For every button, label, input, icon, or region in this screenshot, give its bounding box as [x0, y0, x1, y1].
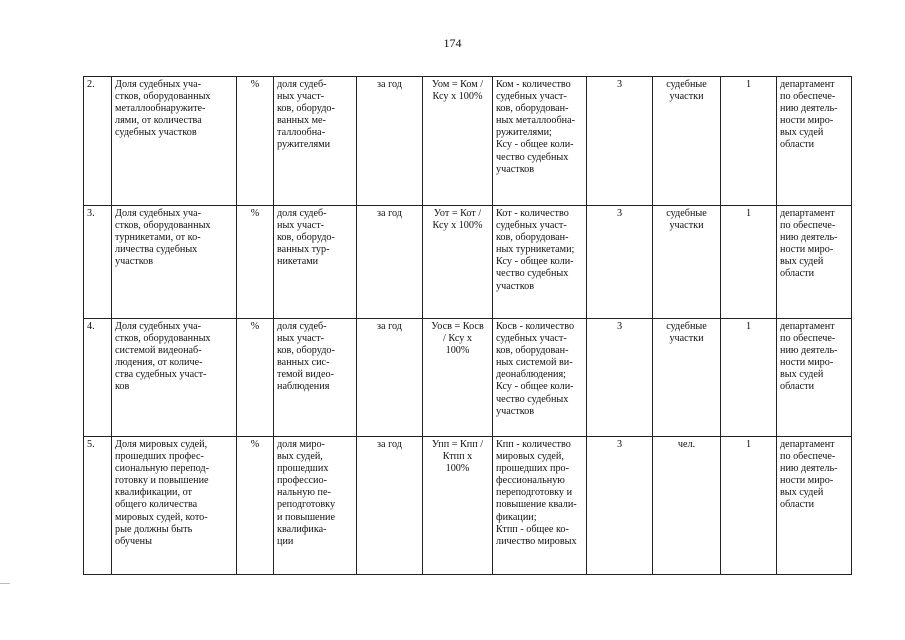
- text-line: ных участ-: [277, 220, 325, 232]
- text-line: Доля судебных уча-: [115, 321, 202, 332]
- text-line: реподготовку: [277, 499, 336, 511]
- text-line: Упп = Кпп /: [431, 439, 484, 450]
- variables-cell: [493, 437, 587, 575]
- table-row: [84, 206, 852, 319]
- text-line: Доля мировых судей,: [115, 439, 208, 450]
- row-number-cell: 4.: [84, 319, 112, 437]
- text-line: 100%: [445, 463, 470, 475]
- observation-object-cell: [653, 77, 721, 206]
- definition-cell: [274, 319, 357, 437]
- text-line: вых судей: [780, 369, 824, 381]
- text-line: доля судеб-: [277, 208, 327, 219]
- indicators-table: [83, 76, 852, 575]
- table-row: [84, 319, 852, 437]
- text-line: ванных сис-: [277, 357, 330, 369]
- formula-cell: [423, 437, 493, 575]
- text-line: ных металлообна-: [496, 115, 575, 127]
- text-line: лями, от количества: [115, 115, 202, 127]
- text-line: переподготовку и: [496, 487, 573, 499]
- text-line: чество судебных: [496, 268, 569, 280]
- text-line: ков, оборудо-: [277, 103, 335, 115]
- text-line: таллообна-: [277, 127, 326, 139]
- text-line: ных участ-: [277, 91, 325, 103]
- text-line: никетами: [277, 256, 319, 268]
- text-line: квалифика-: [277, 523, 327, 535]
- page-number: 174: [443, 36, 462, 50]
- text-line: по обеспече-: [780, 451, 836, 463]
- method-code-cell: 3: [587, 77, 653, 206]
- observation-object-cell: [653, 319, 721, 437]
- variables-cell: [493, 77, 587, 206]
- observation-object-cell: [653, 206, 721, 319]
- text-line: области: [780, 268, 815, 280]
- text-line: личество мировых: [496, 535, 577, 547]
- text-line: ции: [277, 535, 294, 547]
- text-line: прошедших профес-: [115, 451, 204, 463]
- text-line: ков, оборудован-: [496, 232, 569, 244]
- text-line: ванных ме-: [277, 115, 326, 127]
- text-line: Косв - количество: [496, 321, 575, 332]
- text-line: ных участ-: [277, 333, 325, 345]
- definition-cell: [274, 206, 357, 319]
- text-line: ков, оборудо-: [277, 232, 335, 244]
- unit-cell: %: [237, 206, 274, 319]
- text-line: ванных тур-: [277, 244, 330, 256]
- text-line: по обеспече-: [780, 91, 836, 103]
- text-line: ности миро-: [780, 115, 834, 127]
- table-body: [84, 77, 852, 575]
- coverage-code-cell: 1: [721, 77, 777, 206]
- method-code-cell: 3: [587, 206, 653, 319]
- coverage-code-cell: 1: [721, 206, 777, 319]
- text-line: Ксу х 100%: [432, 220, 483, 232]
- definition-cell: [274, 437, 357, 575]
- text-line: ружителями: [277, 139, 331, 151]
- text-line: судебных участков: [115, 127, 197, 139]
- text-line: области: [780, 139, 815, 151]
- text-line: чел.: [677, 439, 696, 450]
- text-line: Уосв = Косв: [431, 321, 484, 332]
- text-line: участки: [669, 91, 704, 103]
- text-line: Ксу - общее коли-: [496, 256, 574, 268]
- unit-cell: %: [237, 437, 274, 575]
- text-line: Доля судебных уча-: [115, 208, 202, 219]
- definition-cell: [274, 77, 357, 206]
- text-line: Ксу - общее коли-: [496, 139, 574, 151]
- row-number-cell: 3.: [84, 206, 112, 319]
- text-line: департамент: [780, 79, 835, 90]
- text-line: квалификации, от: [115, 487, 193, 499]
- text-line: Кпп - количество: [496, 439, 571, 450]
- text-line: нию деятель-: [780, 232, 838, 244]
- indicator-name-cell: [112, 77, 237, 206]
- text-line: ков, оборудо-: [277, 345, 335, 357]
- text-line: вых судей: [780, 127, 824, 139]
- indicator-name-cell: [112, 437, 237, 575]
- text-line: участков: [496, 163, 535, 175]
- text-line: доля миро-: [277, 439, 325, 450]
- text-line: департамент: [780, 439, 835, 450]
- text-line: темой видео-: [277, 369, 334, 381]
- text-line: металлообнаружите-: [115, 103, 206, 115]
- table-row: [84, 437, 852, 575]
- period-cell: за год: [357, 437, 423, 575]
- text-line: ства судебных участ-: [115, 369, 207, 381]
- formula-cell: [423, 77, 493, 206]
- formula-cell: [423, 206, 493, 319]
- text-line: чество судебных: [496, 151, 569, 163]
- text-line: участков: [496, 405, 535, 417]
- row-number-cell: 5.: [84, 437, 112, 575]
- text-line: готовку и повышение: [115, 475, 209, 487]
- text-line: участки: [669, 220, 704, 232]
- text-line: судебных участ-: [496, 333, 567, 345]
- observation-object-cell: [653, 437, 721, 575]
- text-line: ности миро-: [780, 357, 834, 369]
- text-line: участков: [496, 280, 535, 292]
- text-line: нальную пе-: [277, 487, 331, 499]
- text-line: стков, оборудованных: [115, 333, 211, 345]
- text-line: рые должны быть: [115, 523, 193, 535]
- text-line: судебные: [666, 208, 707, 219]
- text-line: мировых судей,: [496, 451, 564, 463]
- unit-cell: %: [237, 77, 274, 206]
- text-line: фикации;: [496, 511, 537, 523]
- text-line: департамент: [780, 321, 835, 332]
- text-line: судебные: [666, 79, 707, 90]
- variables-cell: [493, 206, 587, 319]
- text-line: обучены: [115, 535, 152, 547]
- table-row: [84, 77, 852, 206]
- text-line: ных системой ви-: [496, 357, 573, 369]
- text-line: Уот = Кот /: [433, 208, 482, 219]
- text-line: нию деятель-: [780, 103, 838, 115]
- text-line: ков, оборудован-: [496, 345, 569, 357]
- text-line: стков, оборудованных: [115, 220, 211, 232]
- text-line: судебных участ-: [496, 220, 567, 232]
- text-line: ности миро-: [780, 244, 834, 256]
- text-line: фессиональную: [496, 475, 565, 487]
- text-line: ков: [115, 381, 130, 393]
- text-line: Доля судебных уча-: [115, 79, 202, 90]
- text-line: департамент: [780, 208, 835, 219]
- responsible-cell: [777, 319, 852, 437]
- text-line: Ктпп - общее ко-: [496, 523, 569, 535]
- unit-cell: %: [237, 319, 274, 437]
- text-line: Ксу х 100%: [432, 91, 483, 103]
- text-line: доля судеб-: [277, 79, 327, 90]
- period-cell: за год: [357, 206, 423, 319]
- text-line: ков, оборудован-: [496, 103, 569, 115]
- variables-cell: [493, 319, 587, 437]
- text-line: Ком - количество: [496, 79, 571, 90]
- text-line: по обеспече-: [780, 333, 836, 345]
- period-cell: за год: [357, 319, 423, 437]
- text-line: по обеспече-: [780, 220, 836, 232]
- text-line: сиональную перепод-: [115, 463, 209, 475]
- indicator-name-cell: [112, 319, 237, 437]
- text-line: общего количества: [115, 499, 198, 511]
- text-line: вых судей: [780, 256, 824, 268]
- text-line: стков, оборудованных: [115, 91, 211, 103]
- text-line: личества судебных: [115, 244, 198, 256]
- text-line: прошедших: [277, 463, 329, 475]
- text-line: наблюдения: [277, 381, 330, 393]
- method-code-cell: 3: [587, 437, 653, 575]
- text-line: Уом = Ком /: [431, 79, 484, 90]
- text-line: и повышение: [277, 511, 335, 523]
- formula-cell: [423, 319, 493, 437]
- text-line: Ктпп х: [442, 451, 473, 463]
- text-line: ружителями;: [496, 127, 552, 139]
- text-line: 100%: [445, 345, 470, 357]
- text-line: ных турникетами;: [496, 244, 575, 256]
- text-line: мировых судей, кото-: [115, 511, 208, 523]
- text-line: турникетами, от ко-: [115, 232, 201, 244]
- text-line: ности миро-: [780, 475, 834, 487]
- text-line: нию деятель-: [780, 463, 838, 475]
- text-line: вых судей,: [277, 451, 323, 463]
- coverage-code-cell: 1: [721, 319, 777, 437]
- text-line: области: [780, 499, 815, 511]
- text-line: области: [780, 381, 815, 393]
- text-line: судебные: [666, 321, 707, 332]
- period-cell: за год: [357, 77, 423, 206]
- indicator-name-cell: [112, 206, 237, 319]
- text-line: / Ксу х: [442, 333, 473, 345]
- row-number-cell: 2.: [84, 77, 112, 206]
- text-line: вых судей: [780, 487, 824, 499]
- responsible-cell: [777, 77, 852, 206]
- coverage-code-cell: 1: [721, 437, 777, 575]
- text-line: участков: [115, 256, 154, 268]
- text-line: судебных участ-: [496, 91, 567, 103]
- text-line: деонаблюдения;: [496, 369, 567, 381]
- text-line: чество судебных: [496, 393, 569, 405]
- responsible-cell: [777, 206, 852, 319]
- text-line: Кот - количество: [496, 208, 569, 219]
- text-line: людения, от количе-: [115, 357, 203, 369]
- text-line: прошедших про-: [496, 463, 570, 475]
- method-code-cell: 3: [587, 319, 653, 437]
- text-line: системой видеонаб-: [115, 345, 202, 357]
- text-line: нию деятель-: [780, 345, 838, 357]
- text-line: участки: [669, 333, 704, 345]
- text-line: повышение квали-: [496, 499, 577, 511]
- text-line: профессио-: [277, 475, 327, 487]
- scan-edge-mark: [0, 583, 10, 584]
- text-line: доля судеб-: [277, 321, 327, 332]
- text-line: Ксу - общее коли-: [496, 381, 574, 393]
- responsible-cell: [777, 437, 852, 575]
